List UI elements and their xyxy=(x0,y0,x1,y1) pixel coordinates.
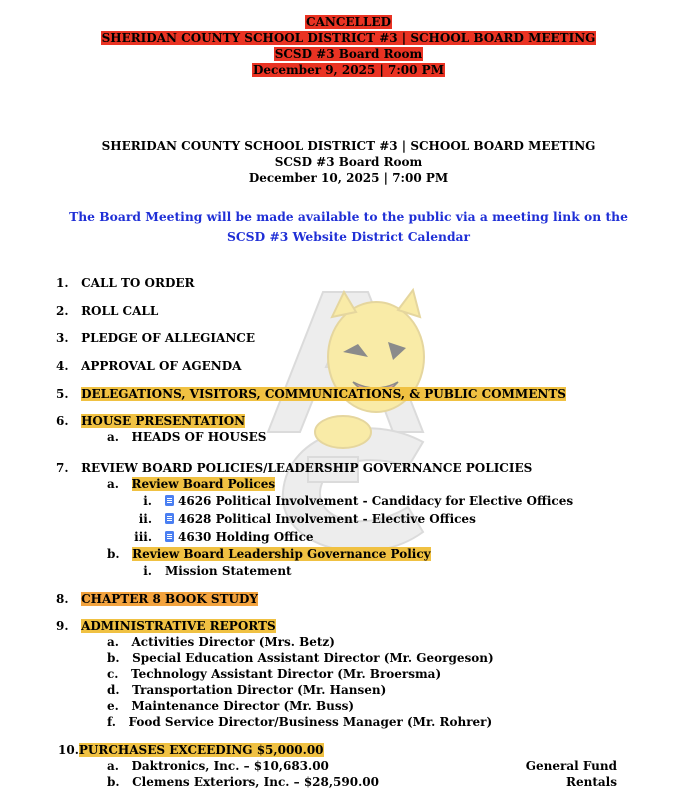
policy-roman: iii. xyxy=(134,530,152,544)
cancelled-meeting-location: SCSD #3 Board Room xyxy=(274,47,423,61)
agenda-subitem-6a xyxy=(107,429,266,445)
agenda-item-number: 8. xyxy=(56,592,69,606)
agenda-item-number: 5. xyxy=(56,387,69,401)
policy-link[interactable]: 4626 Political Involvement - Candidacy for Elective Offices xyxy=(178,494,574,508)
subitem-letter: a. xyxy=(107,759,119,773)
report-f xyxy=(107,714,492,730)
agenda-item-3 xyxy=(56,330,255,346)
agenda-item-10 xyxy=(58,742,324,758)
agenda-item-number: 10. xyxy=(58,743,79,757)
purchase-b xyxy=(107,774,379,790)
agenda-item-5 xyxy=(56,386,566,402)
subitem-label: Special Education Assistant Director (Mr. Georgeson) xyxy=(132,651,494,665)
agenda-item-number: 7. xyxy=(56,461,69,475)
subitem-letter: a. xyxy=(107,635,119,649)
document-icon xyxy=(165,495,174,506)
agenda-item-6 xyxy=(56,413,245,429)
agenda-item-number: 2. xyxy=(56,304,69,318)
agenda-item-9 xyxy=(56,618,276,634)
report-d xyxy=(107,682,386,698)
subitem-label: Review Board Leadership Governance Policy xyxy=(132,547,431,561)
subitem-label: Maintenance Director (Mr. Buss) xyxy=(131,699,355,713)
agenda-subitem-7a xyxy=(107,476,275,492)
agenda-item-label: ROLL CALL xyxy=(81,304,159,318)
purchase-b-fund: Rentals xyxy=(566,775,617,789)
agenda-item-number: 3. xyxy=(56,331,69,345)
agenda-item-label: DELEGATIONS, VISITORS, COMMUNICATIONS, & PUBLIC COMMENTS xyxy=(81,387,566,401)
agenda-item-label: PLEDGE OF ALLEGIANCE xyxy=(81,331,255,345)
cancelled-meeting-datetime: December 9, 2025 | 7:00 PM xyxy=(253,63,444,77)
subitem-letter: d. xyxy=(107,683,120,697)
policy-link[interactable]: 4628 Political Involvement - Elective Offices xyxy=(178,512,476,526)
agenda-item-2 xyxy=(56,303,158,319)
purchase-a-fund: General Fund xyxy=(525,759,617,773)
subitem-label: Activities Director (Mrs. Betz) xyxy=(131,635,335,649)
purchase-label: Daktronics, Inc. – $10,683.00 xyxy=(131,759,329,773)
agenda-item-label: ADMINISTRATIVE REPORTS xyxy=(81,619,276,633)
subitem-label: HEADS OF HOUSES xyxy=(131,430,267,444)
report-b xyxy=(107,650,494,666)
subitem-label: Food Service Director/Business Manager (Mr. Rohrer) xyxy=(128,715,493,729)
agenda-item-label: APPROVAL OF AGENDA xyxy=(81,359,242,373)
agenda-item-label: CALL TO ORDER xyxy=(81,276,195,290)
cancelled-label: CANCELLED xyxy=(306,15,391,29)
agenda-item-number: 1. xyxy=(56,276,69,290)
subitem-letter: f. xyxy=(107,715,116,729)
agenda-subitem-7b xyxy=(107,546,431,562)
agenda-item-label: CHAPTER 8 BOOK STUDY xyxy=(81,592,258,606)
subitem-letter: a. xyxy=(107,477,119,491)
subitem-letter: b. xyxy=(107,775,120,789)
purchase-label: Clemens Exteriors, Inc. – $28,590.00 xyxy=(132,775,379,789)
report-e xyxy=(107,698,354,714)
public-notice-line-2: SCSD #3 Website District Calendar xyxy=(226,229,470,244)
policy-roman: i. xyxy=(143,564,152,578)
agenda-item-label: HOUSE PRESENTATION xyxy=(81,414,246,428)
policy-link[interactable]: 4630 Holding Office xyxy=(178,530,314,544)
subitem-letter: b. xyxy=(107,547,120,561)
meeting-datetime: December 10, 2025 | 7:00 PM xyxy=(248,171,449,185)
cancelled-meeting-title: SHERIDAN COUNTY SCHOOL DISTRICT #3 | SCHOOL BOARD MEETING xyxy=(101,31,596,45)
agenda-item-label: REVIEW BOARD POLICIES/LEADERSHIP GOVERNANCE POLICIES xyxy=(81,461,533,475)
agenda-item-8 xyxy=(56,591,258,607)
subitem-label: Review Board Polices xyxy=(131,477,276,491)
purchase-a xyxy=(107,758,329,774)
meeting-title: SHERIDAN COUNTY SCHOOL DISTRICT #3 | SCHOOL BOARD MEETING xyxy=(101,139,596,153)
agenda-item-number: 4. xyxy=(56,359,69,373)
mission-statement-label: Mission Statement xyxy=(165,564,292,578)
agenda-item-number: 9. xyxy=(56,619,69,633)
subitem-letter: c. xyxy=(107,667,119,681)
subitem-label: Transportation Director (Mr. Hansen) xyxy=(132,683,387,697)
subitem-label: Technology Assistant Director (Mr. Broersma) xyxy=(131,667,442,681)
subitem-letter: a. xyxy=(107,430,119,444)
report-a xyxy=(107,634,335,650)
meeting-location: SCSD #3 Board Room xyxy=(274,155,423,169)
agenda-item-4 xyxy=(56,358,242,374)
document-icon xyxy=(165,513,174,524)
agenda-item-7 xyxy=(56,460,532,476)
agenda-item-label: PURCHASES EXCEEDING $5,000.00 xyxy=(78,743,324,757)
policy-roman: ii. xyxy=(138,512,152,526)
agenda-item-number: 6. xyxy=(56,414,69,428)
report-c xyxy=(107,666,441,682)
subitem-letter: b. xyxy=(107,651,120,665)
subitem-letter: e. xyxy=(107,699,119,713)
agenda-item-1 xyxy=(56,275,195,291)
public-notice-line-1: The Board Meeting will be made available to the public via a meeting link on the xyxy=(69,209,628,224)
policy-roman: i. xyxy=(143,494,152,508)
document-icon xyxy=(165,531,174,542)
